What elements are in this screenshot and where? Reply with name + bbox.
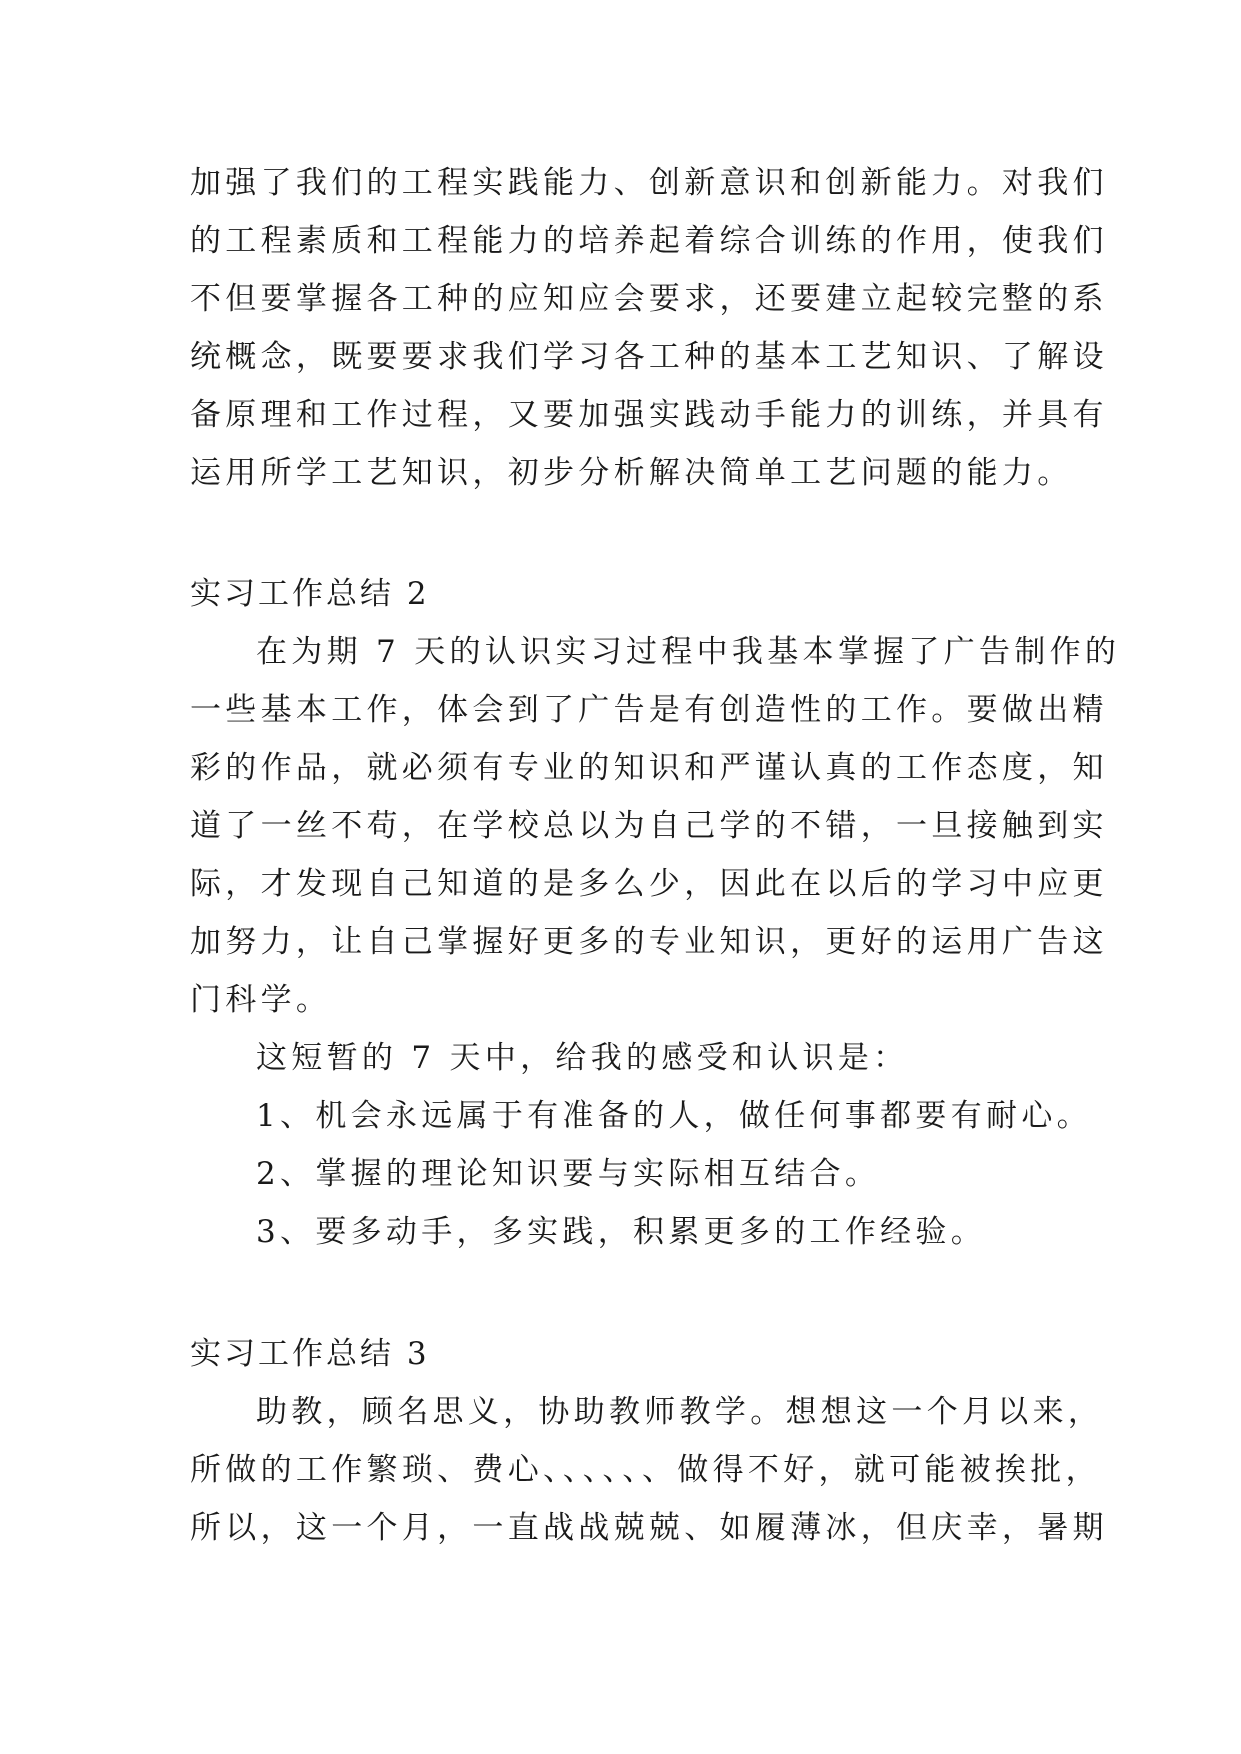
paragraph-line: 的工程素质和工程能力的培养起着综合训练的作用，使我们 [190,223,1108,259]
paragraph-line: 道了一丝不苟，在学校总以为自己学的不错，一旦接触到实 [190,808,1108,844]
list-item: 1、机会永远属于有准备的人，做任何事都要有耐心。 [256,1098,1092,1134]
paragraph-line: 门科学。 [190,982,332,1018]
list-item: 3、要多动手，多实践，积累更多的工作经验。 [256,1214,987,1250]
paragraph-line: 这短暂的 7 天中，给我的感受和认识是： [256,1040,909,1076]
section-heading: 实习工作总结 3 [190,1336,430,1372]
paragraph-line: 所做的工作繁琐、费心、、、、、、做得不好，就可能被挨批， [190,1452,1101,1488]
paragraph-line: 加努力，让自己掌握好更多的专业知识，更好的运用广告这 [190,924,1108,960]
paragraph-line: 助教，顾名思义，协助教师教学。想想这一个月以来， [256,1394,1104,1430]
paragraph-line: 加强了我们的工程实践能力、创新意识和创新能力。对我们 [190,165,1108,201]
list-item: 2、掌握的理论知识要与实际相互结合。 [256,1156,881,1192]
paragraph-line: 备原理和工作过程，又要加强实践动手能力的训练，并具有 [190,397,1108,433]
paragraph-line: 不但要掌握各工种的应知应会要求，还要建立起较完整的系 [190,281,1108,317]
paragraph-line: 运用所学工艺知识，初步分析解决简单工艺问题的能力。 [190,455,1073,491]
paragraph-line: 在为期 7 天的认识实习过程中我基本掌握了广告制作的 [256,634,1121,670]
paragraph-line: 所以，这一个月，一直战战兢兢、如履薄冰，但庆幸，暑期 [190,1510,1108,1546]
paragraph-line: 际，才发现自己知道的是多么少，因此在以后的学习中应更 [190,866,1108,902]
paragraph-line: 统概念，既要要求我们学习各工种的基本工艺知识、了解设 [190,339,1108,375]
section-heading: 实习工作总结 2 [190,576,430,612]
paragraph-line: 一些基本工作，体会到了广告是有创造性的工作。要做出精 [190,692,1108,728]
paragraph-line: 彩的作品，就必须有专业的知识和严谨认真的工作态度，知 [190,750,1108,786]
